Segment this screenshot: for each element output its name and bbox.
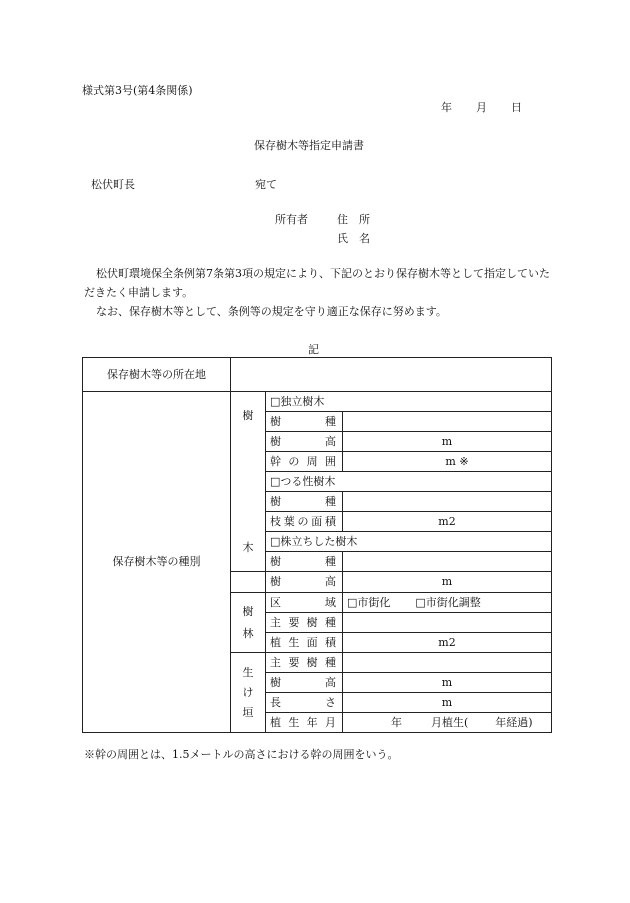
- date-day: 日: [511, 101, 522, 114]
- zone-label: 区 域: [266, 593, 343, 613]
- plant-date-month: 月植生(: [431, 715, 469, 729]
- owner-name-label: 氏 名: [337, 232, 370, 245]
- location-label: 保存樹木等の所在地: [83, 358, 231, 392]
- document-title: 保存樹木等指定申請書: [254, 139, 364, 152]
- tree-group-label: [231, 392, 266, 572]
- standalone-checkbox[interactable]: □独立樹木: [266, 392, 552, 412]
- form-number: 様式第3号(第4条関係): [82, 84, 193, 97]
- date-year: 年: [441, 101, 452, 114]
- leaf-area-label: 枝 葉 の 面 積: [266, 512, 343, 532]
- plant-date-year: 年: [391, 715, 402, 729]
- zone-option-urban-control[interactable]: □市街化調整: [415, 595, 481, 609]
- application-table: [82, 357, 552, 733]
- tree-group-spacer: [231, 572, 266, 593]
- plant-date-label: 植 生 年 月: [266, 713, 343, 733]
- tree-group-top: 樹: [242, 408, 254, 422]
- height-label: 樹 高: [266, 432, 343, 452]
- table-row: [83, 392, 552, 412]
- hedge-group-c3: 垣: [242, 705, 254, 719]
- forest-group-top: 樹: [242, 604, 254, 618]
- zone-options: [343, 593, 552, 613]
- height-label: 樹 高: [266, 572, 343, 593]
- leaf-area-value[interactable]: m2: [343, 512, 552, 532]
- main-species-label: 主 要 樹 種: [266, 653, 343, 673]
- main-species-value[interactable]: [343, 653, 552, 673]
- plant-date-elapsed: 年経過): [495, 715, 533, 729]
- species-value[interactable]: [343, 492, 552, 512]
- tree-group-bottom: 木: [242, 540, 254, 554]
- type-label: 保存樹木等の種別: [83, 392, 231, 733]
- main-species-label: 主 要 樹 種: [266, 613, 343, 633]
- owner-label: 所有者: [275, 213, 308, 226]
- multistem-checkbox[interactable]: □株立ちした樹木: [266, 532, 552, 552]
- location-input[interactable]: [231, 358, 552, 392]
- zone-option-urban[interactable]: □市街化: [347, 595, 391, 609]
- species-label: 樹 種: [266, 492, 343, 512]
- body-text: [84, 264, 554, 321]
- height-value[interactable]: m: [343, 432, 552, 452]
- hedge-group-c1: 生: [242, 665, 254, 679]
- forest-group-bottom: 林: [242, 626, 254, 640]
- species-label: 樹 種: [266, 412, 343, 432]
- date-month: 月: [476, 101, 487, 114]
- species-value[interactable]: [343, 412, 552, 432]
- vine-checkbox[interactable]: □つる性樹木: [266, 472, 552, 492]
- height-value[interactable]: m: [343, 673, 552, 693]
- ki-heading: 記: [308, 343, 319, 356]
- plant-area-value[interactable]: m2: [343, 633, 552, 653]
- hedge-group-c2: け: [242, 685, 254, 699]
- body-paragraph-2: なお、保存樹木等として、条例等の規定を守り適正な保存に努めます。: [96, 305, 447, 318]
- addressee-name: 松伏町長: [91, 178, 135, 191]
- plant-date-value[interactable]: [343, 713, 552, 733]
- main-species-value[interactable]: [343, 613, 552, 633]
- height-label: 樹 高: [266, 673, 343, 693]
- length-value[interactable]: m: [343, 693, 552, 713]
- forest-group-label: [231, 593, 266, 653]
- table-row: [83, 358, 552, 392]
- hedge-group-label: [231, 653, 266, 733]
- length-label: 長 さ: [266, 693, 343, 713]
- body-paragraph-1: 松伏町環境保全条例第7条第3項の規定により、下記のとおり保存樹木等として指定していただきたく申請します。: [84, 267, 550, 299]
- species-label: 樹 種: [266, 552, 343, 572]
- species-value[interactable]: [343, 552, 552, 572]
- plant-area-label: 植 生 面 積: [266, 633, 343, 653]
- addressee-suffix: 宛て: [255, 178, 277, 191]
- trunk-value[interactable]: m ※: [343, 452, 552, 472]
- footnote: ※幹の周囲とは、1.5メートルの高さにおける幹の周囲をいう。: [84, 748, 399, 761]
- height-value[interactable]: m: [343, 572, 552, 593]
- owner-address-label: 住 所: [337, 213, 370, 226]
- trunk-label: 幹 の 周 囲: [266, 452, 343, 472]
